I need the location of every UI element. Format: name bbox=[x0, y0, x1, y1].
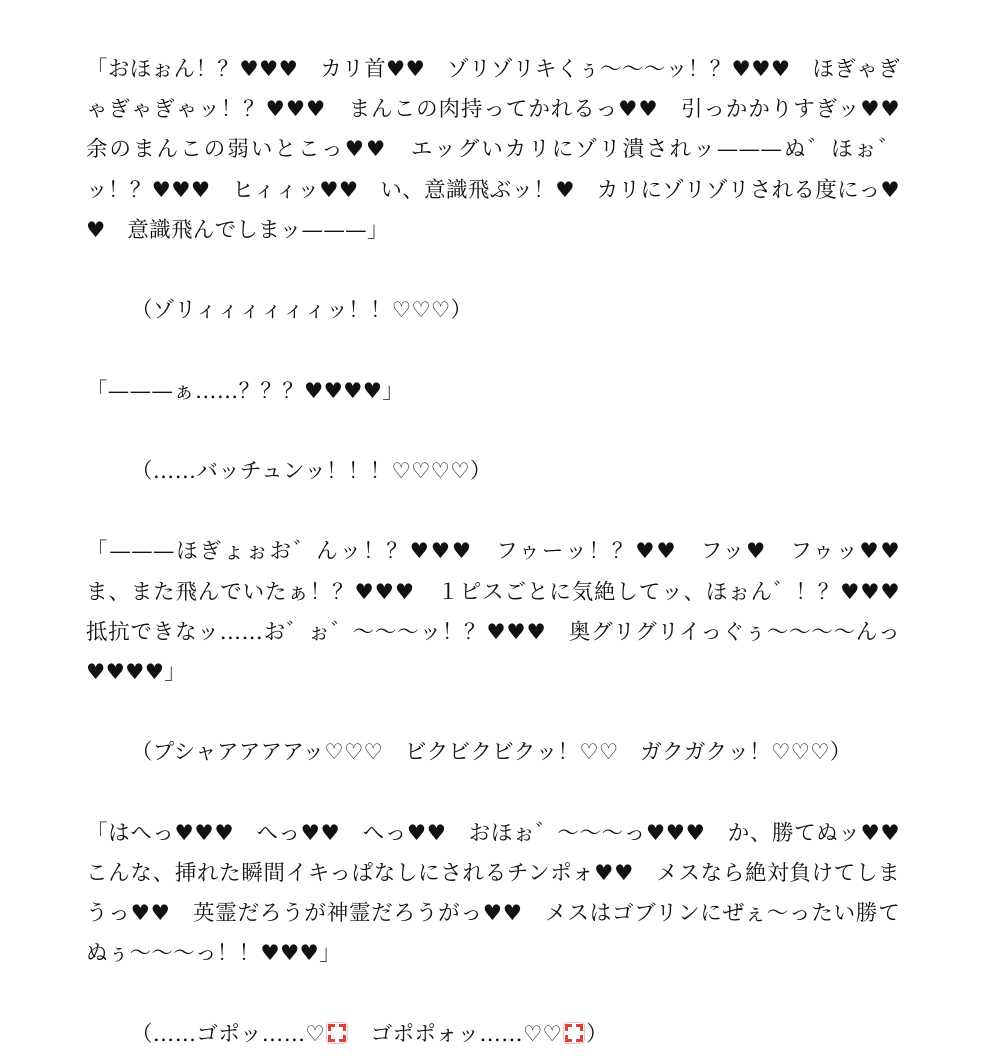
dialogue-paragraph: 「———ぁ……？？？♥♥♥♥」 bbox=[86, 378, 405, 404]
paragraph-gap bbox=[86, 975, 900, 1015]
anger-mark-icon bbox=[563, 1022, 585, 1044]
paragraph-gap bbox=[86, 251, 900, 291]
dialogue-paragraph: 「おほぉん！？♥♥♥ カリ首♥♥ ゾリゾリキくぅ〜〜〜ッ！？♥♥♥ ほぎゃぎゃぎゃぎゃッ！？♥♥♥ まんこの肉持ってかれるっ♥♥ 引っかかりすぎッ♥♥ 余のまんこの弱いとこっ♥♥ エッグいカリにゾリ潰されッ———ぬ゛ほぉ゛ッ！？♥♥♥ ヒィィッ♥♥ い、意識飛ぶッ！♥ カリにゾリゾリされる度にっ♥♥ 意識飛んでしまッ———」 bbox=[86, 57, 922, 243]
anger-mark-icon bbox=[326, 1022, 348, 1044]
sound-effect-line: （……バッチュンッ！！！♡♡♡♡） bbox=[131, 458, 492, 484]
sfx-segment: ゴポポォッ……♡♡ bbox=[348, 1021, 563, 1047]
dialogue-paragraph: 「はへっ♥♥♥ へっ♥♥ へっ♥♥ おほぉ゛〜〜〜っ♥♥♥ か、勝てぬッ♥♥ こんな、挿れた瞬間イキっぱなしにされるチンポォ♥♥ メスなら絶対負けてしまうっ♥♥ 英霊だろうが神霊だろうがっ♥♥ メスはゴブリンにぜぇ〜ったい勝てぬぅ〜〜〜っ！！♥♥♥」 bbox=[86, 820, 922, 967]
sfx-segment: （……ゴポッ……♡ bbox=[131, 1021, 325, 1047]
sound-effect-line: （ゾリィィィィィィッ！！♡♡♡） bbox=[131, 298, 473, 324]
sound-effect-line bbox=[86, 1015, 900, 1055]
paragraph-gap bbox=[86, 693, 900, 733]
sound-effect-line: （プシャアアアアッ♡♡♡ ビクビクビクッ！♡♡ ガクガクッ！♡♡♡） bbox=[131, 740, 852, 766]
sfx-segment: ） bbox=[586, 1021, 608, 1047]
document-body bbox=[86, 50, 922, 1055]
paragraph-gap bbox=[86, 412, 900, 452]
paragraph-gap bbox=[86, 774, 900, 814]
dialogue-paragraph: 「———ほぎょぉお゛んッ！？♥♥♥ フゥーッ！？♥♥ フッ♥ フゥッ♥♥ ま、また飛んでいたぁ！？♥♥♥ １ピスごとに気絶してッ、ほぉん゛！？♥♥♥ 抵抗できなッ……お゛ぉ゛〜〜〜ッ！？♥♥♥ 奥グリグリイっぐぅ〜〜〜〜んっ♥♥♥♥」 bbox=[86, 539, 922, 685]
paragraph-gap bbox=[86, 331, 900, 371]
paragraph-gap bbox=[86, 492, 900, 532]
